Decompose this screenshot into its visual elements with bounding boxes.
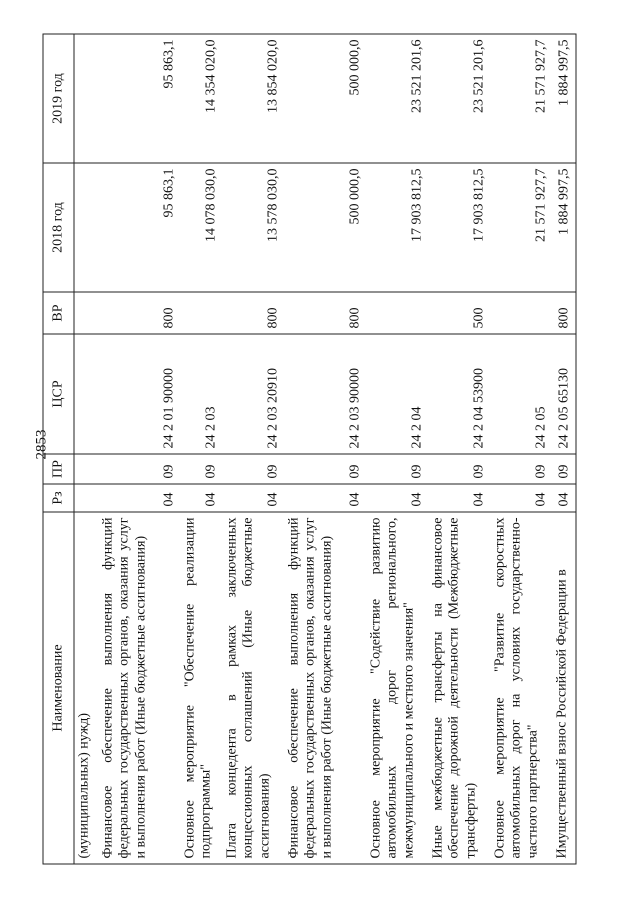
row-csr: 24 2 04 — [366, 334, 428, 454]
table-row — [490, 34, 552, 864]
row-name: Основное мероприятие "Развитие скоростных автомобильных дорог на условиях государственно-частного партнерства" — [490, 512, 552, 864]
row-rz: 04 — [490, 484, 552, 512]
header-pr: ПР — [43, 454, 74, 484]
row-pr: 09 — [428, 454, 490, 484]
row-name: Финансовое обеспечение выполнения функций федеральных государственных органов, оказания услуг и выполнения работ (Иные бюджетные ассигнования) — [98, 512, 180, 864]
row-csr: 24 2 05 — [490, 334, 552, 454]
table-row — [74, 34, 98, 864]
row-pr: 09 — [366, 454, 428, 484]
row-csr: 24 2 05 65130 — [552, 334, 576, 454]
rotated-page — [43, 0, 598, 909]
row-vr — [366, 292, 428, 334]
row-rz: 04 — [98, 484, 180, 512]
page-number: 2853 — [33, 429, 50, 460]
row-csr — [74, 334, 98, 454]
row-rz: 04 — [552, 484, 576, 512]
header-csr: ЦСР — [43, 334, 74, 454]
row-name: Плата концедента в рамках заключенных концессионных соглашений (Иные бюджетные ассигнования) — [222, 512, 284, 864]
row-vr — [180, 292, 222, 334]
row-2019: 500 000,0 — [284, 34, 366, 163]
budget-table — [43, 34, 577, 865]
row-2018: 1 884 997,5 — [552, 163, 576, 292]
header-2018: 2018 год — [43, 163, 74, 292]
row-2018: 17 903 812,5 — [366, 163, 428, 292]
header-name: Наименование — [43, 512, 74, 864]
row-pr: 09 — [552, 454, 576, 484]
table-row — [366, 34, 428, 864]
row-vr: 800 — [98, 292, 180, 334]
row-2018: 14 078 030,0 — [180, 163, 222, 292]
row-2019: 23 521 201,6 — [428, 34, 490, 163]
row-rz: 04 — [428, 484, 490, 512]
row-name: (муниципальных) нужд) — [74, 512, 98, 864]
row-2019: 95 863,1 — [98, 34, 180, 163]
table-row — [284, 34, 366, 864]
row-2018: 95 863,1 — [98, 163, 180, 292]
row-csr: 24 2 03 — [180, 334, 222, 454]
row-name: Основное мероприятие "Обеспечение реализации подпрограммы" — [180, 512, 222, 864]
table-row — [180, 34, 222, 864]
row-csr: 24 2 01 90000 — [98, 334, 180, 454]
table-row — [552, 34, 576, 864]
row-vr — [74, 292, 98, 334]
table-row — [222, 34, 284, 864]
row-2018: 13 578 030,0 — [222, 163, 284, 292]
row-2019: 13 854 020,0 — [222, 34, 284, 163]
row-2019 — [74, 34, 98, 163]
row-rz: 04 — [222, 484, 284, 512]
row-2018: 17 903 812,5 — [428, 163, 490, 292]
row-csr: 24 2 03 90000 — [284, 334, 366, 454]
row-rz: 04 — [366, 484, 428, 512]
row-vr: 800 — [552, 292, 576, 334]
row-2019: 21 571 927,7 — [490, 34, 552, 163]
row-rz — [74, 484, 98, 512]
row-rz: 04 — [284, 484, 366, 512]
row-name: Иные межбюджетные трансферты на финансовое обеспечение дорожной деятельности (Межбюджетные трансферты) — [428, 512, 490, 864]
row-name: Имущественный взнос Российской Федерации в — [552, 512, 576, 864]
row-vr — [490, 292, 552, 334]
row-2019: 1 884 997,5 — [552, 34, 576, 163]
row-pr — [74, 454, 98, 484]
table-header-row — [43, 34, 74, 864]
table-row — [98, 34, 180, 864]
table-row — [428, 34, 490, 864]
header-rz: Рз — [43, 484, 74, 512]
row-pr: 09 — [284, 454, 366, 484]
row-rz: 04 — [180, 484, 222, 512]
row-pr: 09 — [490, 454, 552, 484]
header-2019: 2019 год — [43, 34, 74, 163]
row-pr: 09 — [98, 454, 180, 484]
row-name: Финансовое обеспечение выполнения функций федеральных государственных органов, оказания услуг и выполнения работ (Иные бюджетные ассигнования) — [284, 512, 366, 864]
row-csr: 24 2 03 20910 — [222, 334, 284, 454]
row-csr: 24 2 04 53900 — [428, 334, 490, 454]
row-name: Основное мероприятие "Содействие развитию автомобильных дорог регионального, межмуниципального и местного значения" — [366, 512, 428, 864]
row-vr: 800 — [222, 292, 284, 334]
row-2019: 23 521 201,6 — [366, 34, 428, 163]
row-2018: 500 000,0 — [284, 163, 366, 292]
row-pr: 09 — [222, 454, 284, 484]
row-2018: 21 571 927,7 — [490, 163, 552, 292]
row-vr: 800 — [284, 292, 366, 334]
row-vr: 500 — [428, 292, 490, 334]
row-2019: 14 354 020,0 — [180, 34, 222, 163]
row-2018 — [74, 163, 98, 292]
row-pr: 09 — [180, 454, 222, 484]
header-vr: ВР — [43, 292, 74, 334]
